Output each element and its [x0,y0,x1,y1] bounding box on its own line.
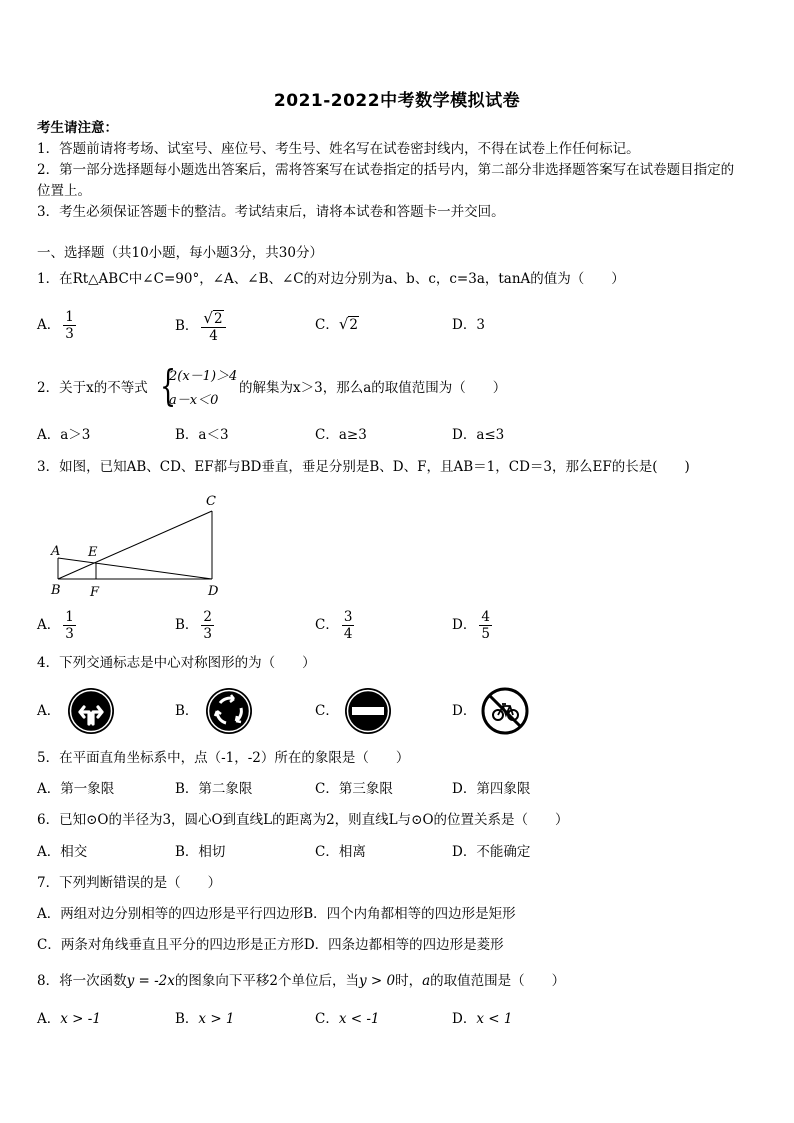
q4-stem: 4．下列交通标志是中心对称图形的为（ ） [37,655,316,671]
q2-option-b: B．a＜3 [175,427,229,443]
q6-option-b: B．相切 [175,844,226,860]
q2-option-a: A．a＞3 [37,427,91,443]
q5-option-a: A．第一象限 [37,781,115,797]
label-a: A [51,544,61,559]
q5-option-b: B．第二象限 [175,781,253,797]
q1-option-b: B． √ 2 4 [175,309,226,344]
q2-stem-post: 的解集为x＞3，那么a的取值范围为（ ） [239,380,507,396]
q7-options-ab: A．两组对边分别相等的四边形是平行四边形B．四个内角都相等的四边形是矩形 [37,906,516,922]
label-c: C [206,494,216,509]
q4-option-d-label: D． [452,703,477,719]
q2-inequality-system [160,361,240,410]
q8-stem: 8．将一次函数y = -2x的图象向下平移2个单位后，当y > 0时，a的取值范围是（ ） [37,973,566,989]
q5-option-c: C．第三象限 [315,781,393,797]
label-d: D [208,584,219,599]
q8-option-a: A．x > -1 [37,1011,101,1027]
q3-option-c: C． $\frac{3}{4}$ [315,609,353,642]
q3-option-b: B． $\frac{2}{3}$ [175,609,213,642]
section-heading: 一、选择题（共10小题，每小题3分，共30分） [37,245,323,261]
label-e: E [88,545,98,560]
roundabout-sign-icon [204,686,254,736]
label-f: F [90,585,100,600]
q1-stem: 1．在Rt△ABC中∠C=90°，∠A、∠B、∠C的对边分别为a、b、c，c=3a，tanA的值为（ ） [37,271,625,287]
notice-heading: 考生请注意： [37,120,118,136]
q6-option-d: D．不能确定 [452,844,531,860]
q5-stem: 5．在平面直角坐标系中，点（-1，-2）所在的象限是（ ） [37,750,410,766]
q2-inequality-2: a－x＜0 [169,393,219,408]
q4-option-a-label: A． [37,703,61,719]
q4-option-b-label: B． [175,703,199,719]
q2-option-d: D．a≤3 [452,427,505,443]
q7-stem: 7．下列判断错误的是（ ） [37,875,222,891]
q8-option-c: C．x < -1 [315,1011,380,1027]
page-title: 2021-2022中考数学模拟试卷 [273,91,521,111]
q1-option-a: A． $\frac{1}{3}$ [37,309,74,342]
q4-option-c-label: C． [315,703,339,719]
q3-option-a: A． $\frac{1}{3}$ [37,609,74,642]
q6-option-a: A．相交 [37,844,88,860]
q3-stem: 3．如图，已知AB、CD、EF都与BD垂直，垂足分别是B、D、F，且AB＝1，CD＝3，那么EF的长是( ) [37,459,690,475]
q3-geometry-figure [50,492,230,602]
no-entry-sign-icon [343,686,393,736]
q3-option-d: D． $\frac{4}{5}$ [452,609,490,642]
q2-inequality-1: 2(x－1)＞4 [169,369,238,384]
notice-item-3: 3．考生必须保证答题卡的整洁。考试结束后，请将本试卷和答题卡一并交回。 [37,204,505,220]
notice-item-1: 1．答题前请将考场、试室号、座位号、考生号、姓名写在试卷密封线内，不得在试卷上作任何标记。 [37,141,640,157]
notice-item-2-cont: 位置上。 [37,183,91,199]
q1-option-d: D．3 [452,317,485,333]
q6-stem: 6．已知⊙O的半径为3，圆心O到直线L的距离为2，则直线L与⊙O的位置关系是（ ） [37,812,569,828]
q8-option-d: D．x < 1 [452,1011,513,1027]
q8-option-b: B．x > 1 [175,1011,235,1027]
no-bicycle-sign-icon [480,686,530,736]
notice-item-2: 2．第一部分选择题每小题选出答案后，需将答案写在试卷指定的括号内，第二部分非选择题答案写在试卷题目指定的 [37,162,735,178]
q7-options-cd: C．两条对角线垂直且平分的四边形是正方形D．四条边都相等的四边形是菱形 [37,937,504,953]
q6-option-c: C．相离 [315,844,366,860]
brace-symbol: { [160,361,177,410]
q5-option-d: D．第四象限 [452,781,531,797]
label-b: B [51,583,61,598]
q2-option-c: C．a≥3 [315,427,367,443]
q2-stem-pre: 2．关于x的不等式 [37,380,148,396]
turn-left-right-sign-icon [66,686,116,736]
q1-option-c: C． √ 2 [315,315,358,333]
